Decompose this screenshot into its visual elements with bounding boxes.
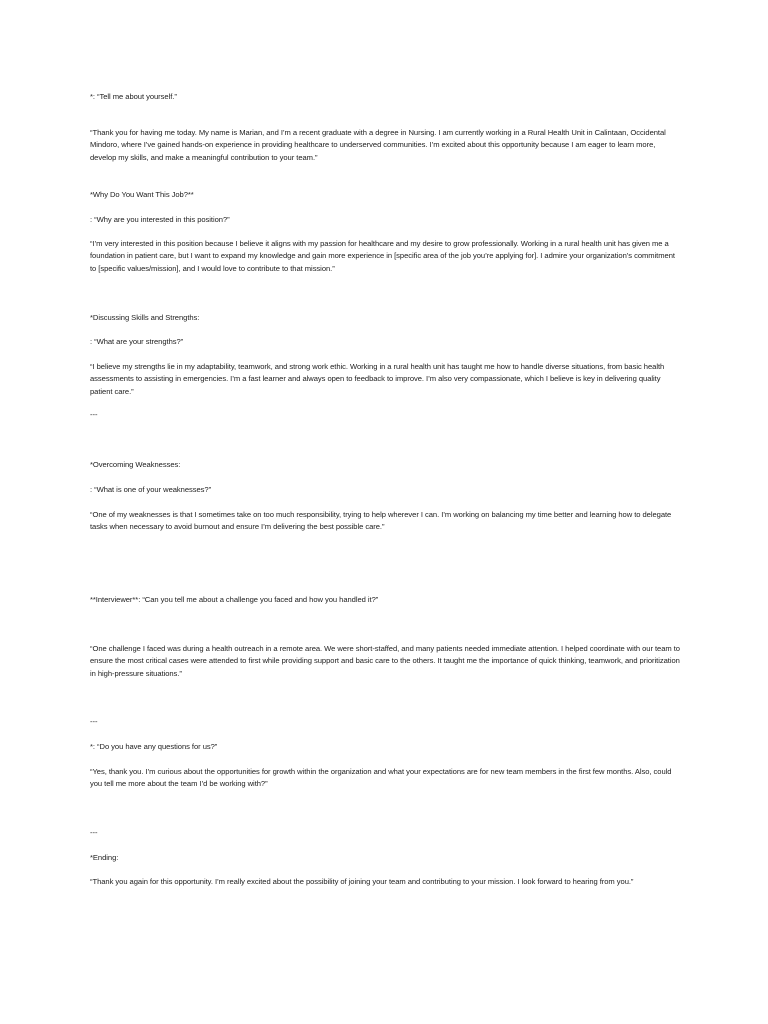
heading-overcoming-weaknesses: *Overcoming Weaknesses: bbox=[90, 460, 181, 469]
answer-weaknesses: “One of my weaknesses is that I sometimes take on too much responsibility, trying to help wherever I can. I’m working on balancing my time better and learning how to delegate tasks when necessary to avoid burnout and ensure I’m delivering the best possible care.” bbox=[90, 510, 672, 532]
answer-any-questions: “Yes, thank you. I’m curious about the opportunities for growth within the organization and what your expectations are for new team members in the first few months. Also, could you tell me more about the team I’d be working with?” bbox=[90, 767, 672, 789]
question-why-interested: : “Why are you interested in this position?” bbox=[90, 215, 230, 224]
answer-tell-me-about-yourself: “Thank you for having me today. My name is Marian, and I’m a recent graduate with a degree in Nursing. I am currently working in a Rural Health Unit in Calintaan, Occidental Mindoro, where I’ve gained hands-on experience in providing healthcare to underserved communities. I’m excited about this opportunity because I am eager to learn more, develop my skills, and make a meaningful contribution to your team.” bbox=[90, 128, 666, 162]
question-strengths: : “What are your strengths?” bbox=[90, 337, 184, 346]
question-any-questions: *: “Do you have any questions for us?” bbox=[90, 742, 218, 751]
separator: --- bbox=[90, 828, 98, 837]
question-weaknesses: : “What is one of your weaknesses?” bbox=[90, 485, 212, 494]
document-page bbox=[90, 0, 682, 1024]
answer-why-interested: “I’m very interested in this position because I believe it aligns with my passion for healthcare and my desire to grow professionally. Working in a rural health unit has given me a foundation in patient care, but I want to expand my knowledge and gain more experience in [specific area of the job you’re applying for]. I admire your organization’s commitment to [specific values/mission], and I would love to contribute to that mission.” bbox=[90, 239, 675, 273]
question-tell-me-about-yourself: *: “Tell me about yourself.” bbox=[90, 92, 177, 101]
heading-ending: *Ending: bbox=[90, 853, 119, 862]
answer-challenge: “One challenge I faced was during a health outreach in a remote area. We were short-staffed, and many patients needed immediate attention. I helped coordinate with our team to ensure the most critical cases were attended to first while providing support and basic care to the others. It taught me the importance of quick thinking, teamwork, and prioritization in high-pressure situations.” bbox=[90, 644, 680, 678]
answer-ending: “Thank you again for this opportunity. I’m really excited about the possibility of joining your team and contributing to your mission. I look forward to hearing from you.” bbox=[90, 877, 634, 886]
separator: --- bbox=[90, 410, 98, 419]
heading-why-do-you-want-this-job: *Why Do You Want This Job?** bbox=[90, 190, 194, 199]
separator: --- bbox=[90, 717, 98, 726]
heading-skills-and-strengths: *Discussing Skills and Strengths: bbox=[90, 313, 200, 322]
question-challenge: **Interviewer**: “Can you tell me about a challenge you faced and how you handled it?” bbox=[90, 595, 379, 604]
answer-strengths: “I believe my strengths lie in my adaptability, teamwork, and strong work ethic. Working in a rural health unit has taught me how to handle diverse situations, from basic health assessments to assisting in emergencies. I’m a fast learner and always open to feedback to improve. I’m also very compassionate, which I believe is key in delivering quality patient care.” bbox=[90, 362, 665, 396]
